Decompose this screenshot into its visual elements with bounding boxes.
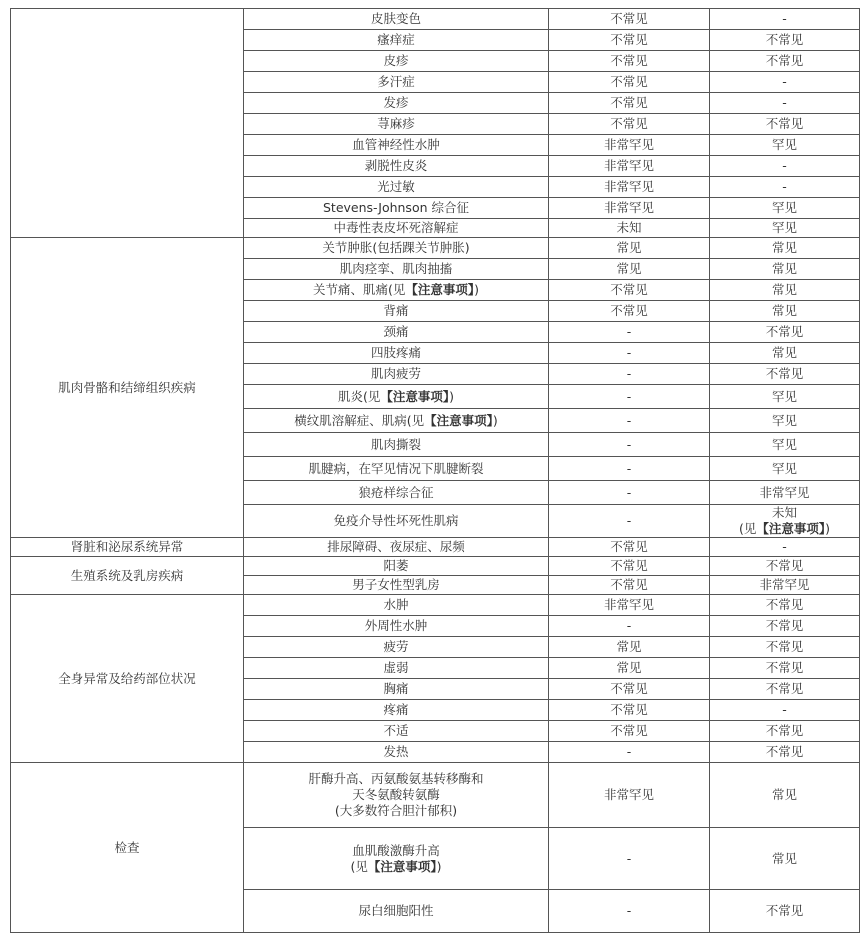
- frequency-cell-1: 不常见: [549, 576, 710, 595]
- text-fragment: 血管神经性水肿: [352, 137, 440, 152]
- reaction-name-cell: [244, 616, 549, 637]
- frequency-cell-2: 罕见: [710, 457, 860, 481]
- text-fragment: ): [474, 282, 480, 297]
- text-line: [246, 859, 546, 875]
- reaction-name-cell: [244, 576, 549, 595]
- text-line: (大多数符合胆汁郁积): [334, 803, 458, 818]
- frequency-cell-2: 罕见: [710, 198, 860, 219]
- reaction-name-cell: [244, 658, 549, 679]
- note-reference: 【注意事项】: [424, 412, 493, 428]
- text-fragment: 肌腱病，在罕见情况下肌腱断裂: [308, 460, 484, 476]
- frequency-cell-1: -: [549, 409, 710, 433]
- frequency-cell-2: -: [710, 9, 860, 30]
- reaction-name-cell: [244, 198, 549, 219]
- text-fragment: 疲劳: [383, 639, 409, 654]
- frequency-cell-1: 常见: [549, 238, 710, 259]
- frequency-cell-1: 不常见: [549, 557, 710, 576]
- frequency-cell-1: 不常见: [549, 51, 710, 72]
- frequency-cell-1: 常见: [549, 658, 710, 679]
- note-reference: 【注意事项】: [380, 388, 450, 404]
- frequency-cell-2: 不常见: [710, 322, 860, 343]
- frequency-cell-2: 罕见: [710, 219, 860, 238]
- text-fragment: 中毒性表皮坏死溶解症: [333, 220, 459, 235]
- text-fragment: 疼痛: [383, 702, 409, 717]
- reaction-name-cell: [244, 481, 549, 505]
- frequency-cell-1: -: [549, 481, 710, 505]
- frequency-cell-2: -: [710, 72, 860, 93]
- reaction-name-cell: [244, 343, 549, 364]
- frequency-cell-2: -: [710, 700, 860, 721]
- reaction-name-cell: [244, 259, 549, 280]
- frequency-cell-2: 罕见: [710, 385, 860, 409]
- text-line: 肝酶升高、丙氨酸氨基转移酶和: [308, 771, 484, 786]
- table-row: [11, 557, 860, 576]
- reaction-name-cell: [244, 156, 549, 177]
- category-cell: 生殖系统及乳房疾病: [11, 557, 244, 595]
- reaction-name-cell: [244, 538, 549, 557]
- reaction-name-cell: [244, 409, 549, 433]
- text-fragment: 发疹: [383, 95, 409, 110]
- reaction-name-cell: [244, 637, 549, 658]
- frequency-cell-2: 不常见: [710, 51, 860, 72]
- reaction-name-cell: [244, 557, 549, 576]
- text-fragment: 虚弱: [383, 660, 409, 675]
- text-fragment: 狼疮样综合征: [358, 484, 434, 500]
- frequency-cell-1: 不常见: [549, 280, 710, 301]
- frequency-cell-2: 常见: [710, 238, 860, 259]
- reaction-name-cell: [244, 72, 549, 93]
- frequency-cell-2: 罕见: [710, 135, 860, 156]
- frequency-cell-2: 不常见: [710, 595, 860, 616]
- frequency-cell-1: 未知: [549, 219, 710, 238]
- frequency-cell-1: -: [549, 505, 710, 538]
- frequency-cell-1: 不常见: [549, 721, 710, 742]
- note-reference: 【注意事项】: [756, 521, 826, 536]
- category-cell: [11, 9, 244, 238]
- frequency-cell-2: 常见: [710, 301, 860, 322]
- frequency-cell-2: 常见: [710, 343, 860, 364]
- frequency-cell-2: 不常见: [710, 114, 860, 135]
- text-fragment: (见: [738, 521, 757, 536]
- frequency-cell-1: 非常罕见: [549, 135, 710, 156]
- frequency-cell-2: -: [710, 93, 860, 114]
- text-fragment: 关节痛、肌痛(见: [312, 282, 406, 297]
- text-line: 血肌酸激酶升高: [352, 842, 440, 858]
- text-fragment: 剥脱性皮炎: [364, 158, 428, 173]
- text-fragment: 男子女性型乳房: [352, 577, 440, 592]
- frequency-cell-1: 不常见: [549, 72, 710, 93]
- frequency-cell-1: 不常见: [549, 93, 710, 114]
- frequency-cell-1: -: [549, 364, 710, 385]
- frequency-cell-2: 不常见: [710, 742, 860, 763]
- frequency-cell-1: 不常见: [549, 700, 710, 721]
- adverse-reactions-table: [10, 8, 860, 933]
- reaction-name-cell: [244, 219, 549, 238]
- text-fragment: 阳萎: [383, 558, 409, 573]
- frequency-cell-1: -: [549, 343, 710, 364]
- note-reference: 【注意事项】: [405, 282, 475, 297]
- reaction-name-cell: [244, 505, 549, 538]
- frequency-cell-1: -: [549, 385, 710, 409]
- text-fragment: 胸痛: [383, 681, 409, 696]
- text-fragment: 免疫介导性坏死性肌病: [333, 513, 459, 528]
- frequency-cell-1: 非常罕见: [549, 763, 710, 828]
- reaction-name-cell: [244, 114, 549, 135]
- text-fragment: 皮疹: [383, 53, 409, 68]
- reaction-name-cell: [244, 9, 549, 30]
- reaction-name-cell: [244, 679, 549, 700]
- frequency-cell-2: -: [710, 538, 860, 557]
- text-fragment: 颈痛: [383, 324, 409, 339]
- frequency-cell-1: 不常见: [549, 301, 710, 322]
- text-line: [712, 521, 857, 537]
- frequency-cell-1: -: [549, 616, 710, 637]
- text-fragment: 排尿障碍、夜尿症、尿频: [327, 539, 465, 554]
- frequency-cell-1: -: [549, 457, 710, 481]
- reaction-name-cell: [244, 700, 549, 721]
- text-fragment: 多汗症: [377, 74, 415, 89]
- text-line: 天冬氨酸转氨酶: [352, 787, 440, 802]
- text-fragment: 瘙痒症: [377, 32, 415, 47]
- text-fragment: 荨麻疹: [377, 116, 415, 131]
- frequency-cell-2: 非常罕见: [710, 576, 860, 595]
- text-fragment: (见: [350, 858, 368, 874]
- frequency-cell-1: 不常见: [549, 538, 710, 557]
- frequency-cell-2: 常见: [710, 763, 860, 828]
- reaction-name-cell: [244, 890, 549, 933]
- reaction-name-cell: [244, 595, 549, 616]
- frequency-cell-1: 非常罕见: [549, 198, 710, 219]
- frequency-cell-2: [710, 505, 860, 538]
- reaction-name-cell: [244, 742, 549, 763]
- frequency-cell-1: 非常罕见: [549, 595, 710, 616]
- frequency-cell-2: 常见: [710, 259, 860, 280]
- category-cell: 肌肉骨骼和结缔组织疾病: [11, 238, 244, 538]
- table-row: [11, 238, 860, 259]
- reaction-name-cell: [244, 177, 549, 198]
- reaction-name-cell: [244, 93, 549, 114]
- frequency-cell-2: 非常罕见: [710, 481, 860, 505]
- text-fragment: 横纹肌溶解症、肌病(见: [294, 412, 425, 428]
- reaction-name-cell: [244, 301, 549, 322]
- text-fragment: ): [825, 521, 831, 536]
- frequency-cell-2: 不常见: [710, 658, 860, 679]
- text-fragment: 肌肉撕裂: [370, 436, 421, 452]
- text-fragment: 发热: [383, 744, 409, 759]
- frequency-cell-1: 不常见: [549, 9, 710, 30]
- reaction-name-cell: [244, 385, 549, 409]
- frequency-cell-2: 不常见: [710, 30, 860, 51]
- text-fragment: 肌炎(见: [337, 388, 381, 404]
- frequency-cell-2: 不常见: [710, 679, 860, 700]
- text-fragment: 肌肉疲劳: [370, 366, 421, 381]
- reaction-name-cell: [244, 364, 549, 385]
- frequency-cell-1: 非常罕见: [549, 156, 710, 177]
- frequency-cell-1: -: [549, 433, 710, 457]
- text-fragment: 尿白细胞阳性: [358, 903, 434, 918]
- text-fragment: ): [436, 858, 442, 874]
- frequency-cell-2: 罕见: [710, 433, 860, 457]
- text-fragment: 肌肉痉挛、肌肉抽搐: [339, 261, 453, 276]
- frequency-cell-1: 常见: [549, 637, 710, 658]
- frequency-cell-1: -: [549, 322, 710, 343]
- text-fragment: ): [449, 388, 455, 404]
- table-row: [11, 763, 860, 828]
- reaction-name-cell: [244, 238, 549, 259]
- text-line: 未知: [771, 505, 797, 520]
- frequency-cell-1: 不常见: [549, 30, 710, 51]
- frequency-cell-2: -: [710, 156, 860, 177]
- text-fragment: 关节肿胀(包括踝关节肿胀): [322, 240, 470, 255]
- frequency-cell-2: 不常见: [710, 616, 860, 637]
- text-fragment: Stevens-Johnson 综合征: [323, 200, 469, 215]
- text-fragment: 外周性水肿: [364, 618, 428, 633]
- text-fragment: 四肢疼痛: [370, 345, 421, 360]
- reaction-name-cell: [244, 763, 549, 828]
- text-fragment: 皮肤变色: [370, 11, 421, 26]
- frequency-cell-1: -: [549, 742, 710, 763]
- text-fragment: ): [492, 412, 498, 428]
- reaction-name-cell: [244, 51, 549, 72]
- table-body: [11, 9, 860, 933]
- reaction-name-cell: [244, 280, 549, 301]
- reaction-name-cell: [244, 433, 549, 457]
- text-fragment: 光过敏: [377, 179, 415, 194]
- frequency-cell-1: 非常罕见: [549, 177, 710, 198]
- frequency-cell-2: -: [710, 177, 860, 198]
- category-cell: 全身异常及给药部位状况: [11, 595, 244, 763]
- frequency-cell-2: 罕见: [710, 409, 860, 433]
- frequency-cell-2: 不常见: [710, 721, 860, 742]
- frequency-cell-2: 不常见: [710, 890, 860, 933]
- reaction-name-cell: [244, 135, 549, 156]
- reaction-name-cell: [244, 30, 549, 51]
- category-cell: 检查: [11, 763, 244, 933]
- table-row: [11, 9, 860, 30]
- text-fragment: 不适: [383, 723, 409, 738]
- table-row: [11, 595, 860, 616]
- frequency-cell-1: -: [549, 890, 710, 933]
- frequency-cell-1: 不常见: [549, 114, 710, 135]
- note-reference: 【注意事项】: [367, 858, 437, 874]
- frequency-cell-2: 不常见: [710, 557, 860, 576]
- frequency-cell-2: 不常见: [710, 637, 860, 658]
- frequency-cell-1: 不常见: [549, 679, 710, 700]
- reaction-name-cell: [244, 322, 549, 343]
- frequency-cell-2: 不常见: [710, 364, 860, 385]
- reaction-name-cell: [244, 828, 549, 890]
- reaction-name-cell: [244, 721, 549, 742]
- text-fragment: 背痛: [383, 303, 409, 318]
- category-cell: 肾脏和泌尿系统异常: [11, 538, 244, 557]
- frequency-cell-2: 常见: [710, 828, 860, 890]
- frequency-cell-1: -: [549, 828, 710, 890]
- frequency-cell-1: 常见: [549, 259, 710, 280]
- reaction-name-cell: [244, 457, 549, 481]
- table-row: [11, 538, 860, 557]
- frequency-cell-2: 常见: [710, 280, 860, 301]
- text-fragment: 水肿: [383, 597, 409, 612]
